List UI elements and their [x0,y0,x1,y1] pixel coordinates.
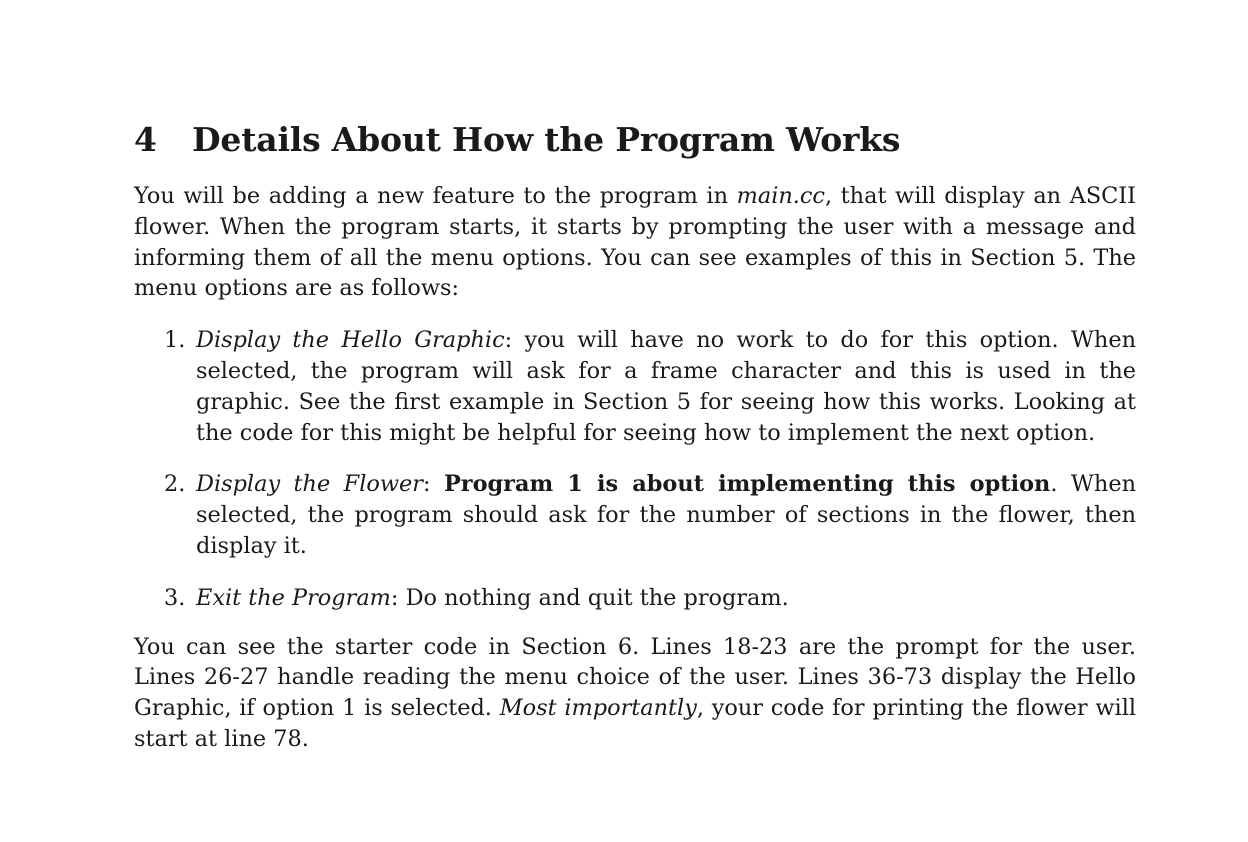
menu-options-list [134,325,1136,613]
option-separator: : [422,471,444,498]
filename-main-cc: main.cc [736,183,825,209]
intro-text-1: You will be adding a new feature to the program in [134,183,737,209]
option-name: Display the Flower [196,471,423,498]
document-page [134,118,1136,755]
menu-option-exit [134,583,1136,614]
menu-option-hello-graphic [134,325,1136,448]
option-number: 2. [164,471,186,498]
intro-text-2: , that will display an ASCII flower. When the program starts, it starts by prompting the user with a message and informing them of all the menu options. You can see examples of this in Section 5. The menu options are as follows: [134,183,1136,302]
option-bold-note: Program 1 is about implementing this option [443,471,1051,498]
option-name: Exit the Program [196,584,391,611]
option-description: : you will have no work to do for this option. When selected, the program will ask for a frame character and this is used in the graphic. See the first example in Section 5 for seeing how this works. Looking at the code for this might be helpful for seeing how to implement the next option. [196,327,1137,446]
option-name: Display the Hello Graphic [196,327,505,354]
closing-paragraph [134,632,1136,755]
section-title: Details About How the Program Works [192,120,901,159]
option-number: 3. [164,584,186,611]
section-heading [134,118,1136,162]
option-description: : Do nothing and quit the program. [390,584,789,611]
option-number: 1. [164,327,186,354]
closing-emphasis: Most importantly [499,695,697,722]
option-description: . When selected, the program should ask for the number of sections in the flower, then display it. [196,471,1136,559]
menu-option-flower [134,469,1136,561]
closing-text-2: , your code for printing the flower will start at line 78. [134,695,1137,752]
intro-paragraph [134,181,1136,304]
section-number: 4 [134,120,157,159]
closing-text-1: You can see the starter code in Section 6. Lines 18-23 are the prompt for the user. Lines 26-27 handle reading the menu choice of the user. Lines 36-73 display the Hello Graphic, if option 1 is selected. [134,633,1136,722]
